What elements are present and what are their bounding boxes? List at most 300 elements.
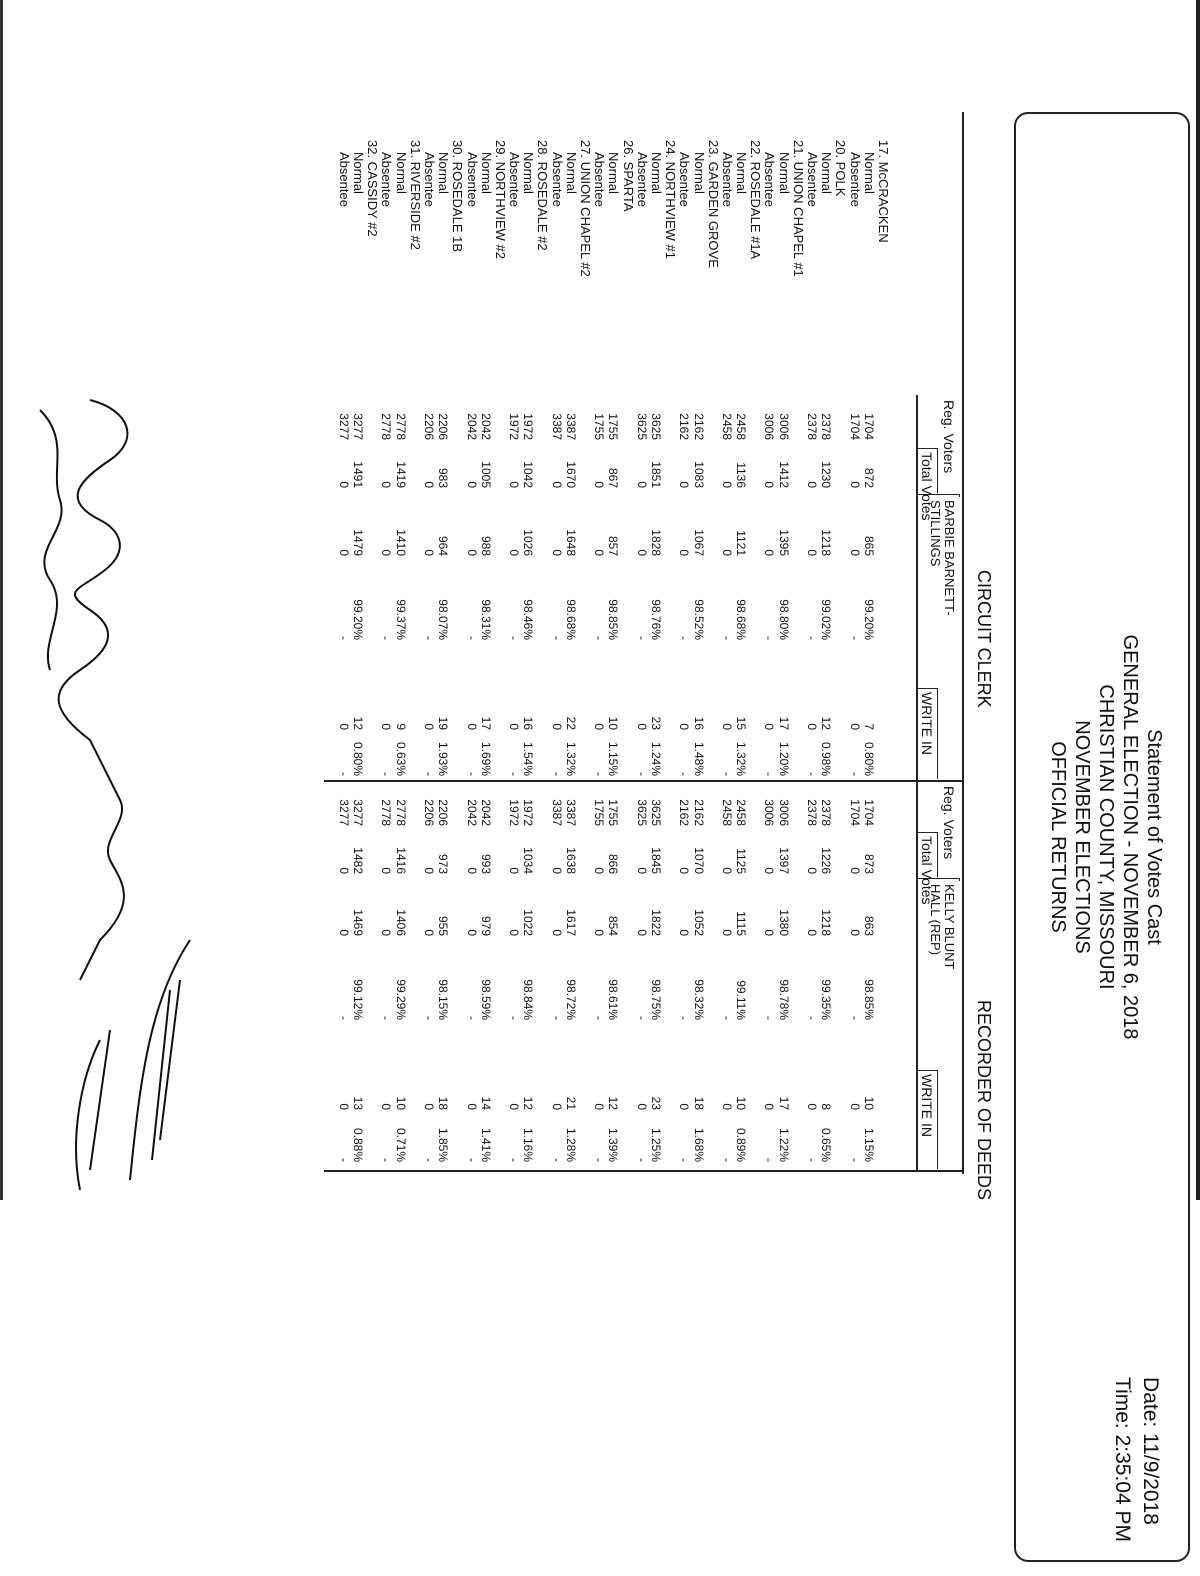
table-cell <box>365 960 379 1020</box>
table-cell: 2042 <box>464 413 479 440</box>
vote-type-label: Normal <box>606 152 622 194</box>
table-cell: 99.35% <box>819 979 834 1020</box>
table-cell: - <box>422 636 436 640</box>
table-cell: 16 <box>691 716 706 730</box>
table-cell: 0 <box>507 867 522 874</box>
report-header-box <box>1014 112 1190 1562</box>
table-cell <box>663 876 677 936</box>
table-cell: 98.07% <box>436 599 451 640</box>
table-cell: - <box>847 636 862 640</box>
table-cell <box>706 1102 720 1162</box>
table-cell <box>748 814 762 874</box>
table-cell <box>578 496 592 556</box>
table-cell: 1412 <box>776 461 791 488</box>
table-cell: 0.71% <box>393 1127 408 1162</box>
table-cell: 866 <box>606 853 621 874</box>
table-cell <box>450 428 464 488</box>
table-cell <box>408 814 422 874</box>
circuit-clerk-title: CIRCUIT CLERK <box>974 570 994 708</box>
table-cell <box>876 1050 890 1110</box>
table-cell: 0 <box>592 867 607 874</box>
table-cell: 0 <box>719 723 734 730</box>
table-cell: 1.15% <box>861 1127 876 1162</box>
table-cell <box>663 1102 677 1162</box>
table-cell: 0 <box>507 723 522 730</box>
table-cell <box>450 1102 464 1162</box>
table-cell <box>748 876 762 936</box>
table-cell: 1.48% <box>691 741 706 776</box>
table-cell: 0.98% <box>819 741 834 776</box>
table-cell: 2206 <box>422 799 436 826</box>
table-cell: 3625 <box>634 413 649 440</box>
table-cell: 1.85% <box>436 1127 451 1162</box>
table-cell <box>535 960 549 1020</box>
vote-type-label: Absentee <box>762 152 778 207</box>
table-cell: 873 <box>861 853 876 874</box>
table-cell <box>876 876 890 936</box>
table-cell: 3006 <box>776 799 791 826</box>
table-cell: 955 <box>436 915 451 936</box>
table-cell <box>876 1102 890 1162</box>
header-write-in-recorder: WRITE IN <box>919 1074 935 1137</box>
table-cell: 1.16% <box>521 1127 536 1162</box>
table-cell: 0 <box>549 929 564 936</box>
table-cell: 2778 <box>379 799 394 826</box>
table-cell: 18 <box>436 1096 451 1110</box>
table-cell: 0 <box>847 867 862 874</box>
table-cell: 98.85% <box>861 979 876 1020</box>
table-cell <box>365 1050 379 1110</box>
table-cell: 867 <box>606 467 621 488</box>
table-cell: 1.69% <box>478 741 493 776</box>
table-cell <box>578 428 592 488</box>
precinct-name: 21. UNION CHAPEL #1 <box>790 140 806 277</box>
table-cell: - <box>719 636 734 640</box>
table-cell: - <box>549 1016 564 1020</box>
table-cell: 8 <box>819 1103 834 1110</box>
table-cell: 3625 <box>649 799 663 826</box>
table-cell <box>408 876 422 936</box>
table-cell: 1067 <box>691 529 706 556</box>
table-cell: 0 <box>847 929 862 936</box>
table-cell: 3006 <box>776 413 791 440</box>
table-cell: 0 <box>634 481 649 488</box>
table-cell: 0 <box>549 1103 564 1110</box>
table-cell: 1972 <box>521 799 536 826</box>
table-cell: 2206 <box>422 413 436 440</box>
table-cell: 973 <box>436 853 451 874</box>
table-cell: - <box>762 636 777 640</box>
table-cell <box>408 428 422 488</box>
vote-type-label: Absentee <box>549 152 565 207</box>
table-cell <box>833 580 847 640</box>
table-cell: 98.61% <box>606 979 621 1020</box>
table-cell: 98.32% <box>691 979 706 1020</box>
table-cell: 1648 <box>563 529 578 556</box>
table-cell <box>493 960 507 1020</box>
table-cell: 22 <box>563 716 578 730</box>
table-cell <box>791 960 805 1020</box>
table-cell <box>408 1050 422 1110</box>
table-cell: 0 <box>379 723 394 730</box>
table-cell: 0 <box>422 723 436 730</box>
table-cell: 0 <box>634 867 649 874</box>
table-cell: 15 <box>734 716 749 730</box>
table-cell <box>706 496 720 556</box>
table-cell: 2458 <box>719 413 734 440</box>
table-cell: 12 <box>351 716 366 730</box>
table-cell <box>408 960 422 1020</box>
table-cell: 0.88% <box>351 1127 366 1162</box>
table-cell: 1.32% <box>734 741 749 776</box>
table-cell: - <box>507 1158 522 1162</box>
table-cell: - <box>847 1158 862 1162</box>
table-cell <box>535 1050 549 1110</box>
table-cell: 0 <box>379 481 394 488</box>
precinct-name: 17. McCRACKEN <box>876 140 891 243</box>
table-cell: 2458 <box>734 413 749 440</box>
table-cell: 0 <box>762 867 777 874</box>
table-cell: - <box>336 1158 351 1162</box>
precinct-name: 29. NORTHVIEW #2 <box>492 140 508 259</box>
table-cell <box>535 580 549 640</box>
table-cell: - <box>805 1158 820 1162</box>
table-cell <box>365 876 379 936</box>
table-cell: 2378 <box>805 413 820 440</box>
table-cell: 2162 <box>677 413 692 440</box>
table-cell: 0 <box>507 481 522 488</box>
table-cell: 0 <box>805 723 820 730</box>
table-cell: 0 <box>464 929 479 936</box>
vote-type-label: Absentee <box>634 152 650 207</box>
table-cell <box>535 428 549 488</box>
table-cell: - <box>677 1016 692 1020</box>
table-cell <box>578 814 592 874</box>
table-cell <box>365 1102 379 1162</box>
table-cell: 0 <box>336 723 351 730</box>
title-line: OFFICIAL RETURNS <box>1047 741 1069 933</box>
table-cell: 1226 <box>819 847 834 874</box>
table-cell: 0 <box>336 929 351 936</box>
table-cell: - <box>805 636 820 640</box>
table-cell <box>408 1102 422 1162</box>
table-cell: 0 <box>805 549 820 556</box>
table-cell: 17 <box>776 716 791 730</box>
table-cell: - <box>634 1158 649 1162</box>
table-cell: 2162 <box>691 799 706 826</box>
table-cell: - <box>464 1158 479 1162</box>
title-line: NOVEMBER ELECTIONS <box>1071 720 1093 954</box>
table-cell <box>620 580 634 640</box>
table-cell: - <box>464 772 479 776</box>
table-cell: 3387 <box>549 413 564 440</box>
table-cell: 0 <box>677 481 692 488</box>
table-cell <box>706 428 720 488</box>
table-cell: 1704 <box>861 799 876 826</box>
table-cell <box>748 1050 762 1110</box>
table-cell <box>876 580 890 640</box>
table-cell: 17 <box>478 716 493 730</box>
circuit-candidate-pct-column <box>337 580 890 640</box>
vote-type-label: Normal <box>351 152 367 194</box>
table-cell <box>748 428 762 488</box>
table-cell: 99.29% <box>393 979 408 1020</box>
table-cell: 0 <box>507 929 522 936</box>
table-cell: 0 <box>847 1103 862 1110</box>
vote-type-label: Absentee <box>422 152 437 207</box>
table-cell: - <box>379 772 394 776</box>
table-cell: 1.39% <box>606 1127 621 1162</box>
table-cell: - <box>507 772 522 776</box>
table-cell: 0 <box>592 723 607 730</box>
table-cell <box>663 960 677 1020</box>
table-cell: 865 <box>861 535 876 556</box>
header-write-in-circuit: WRITE IN <box>919 692 935 755</box>
table-cell: 98.15% <box>436 979 451 1020</box>
table-cell: 98.59% <box>478 979 493 1020</box>
table-cell: 0 <box>336 867 351 874</box>
table-cell <box>833 960 847 1020</box>
table-cell <box>620 814 634 874</box>
table-cell: 10 <box>606 716 621 730</box>
table-cell <box>493 428 507 488</box>
table-cell: 1.32% <box>563 741 578 776</box>
table-cell: 1851 <box>649 461 663 488</box>
table-cell: 0 <box>847 549 862 556</box>
table-cell: 0 <box>422 549 436 556</box>
table-cell: - <box>336 772 351 776</box>
precinct-name: 31. RIVERSIDE #2 <box>407 140 423 250</box>
table-cell: - <box>719 1158 734 1162</box>
table-cell: 98.85% <box>606 599 621 640</box>
table-cell: 1042 <box>521 461 536 488</box>
table-cell: 0 <box>549 549 564 556</box>
precinct-name: 27. UNION CHAPEL #2 <box>578 140 594 277</box>
table-cell <box>535 814 549 874</box>
table-cell: 3387 <box>563 799 578 826</box>
table-cell <box>876 496 890 556</box>
table-cell: 99.02% <box>819 599 834 640</box>
header-reg-voters: Reg. Voters <box>941 786 957 860</box>
table-cell: - <box>677 636 692 640</box>
table-cell: 0 <box>592 481 607 488</box>
table-cell <box>791 1102 805 1162</box>
table-cell: 3006 <box>762 413 777 440</box>
table-cell: 0 <box>719 1103 734 1110</box>
table-cell: 0 <box>379 549 394 556</box>
table-cell <box>663 580 677 640</box>
table-cell <box>365 496 379 556</box>
table-cell <box>791 580 805 640</box>
table-cell: 854 <box>606 915 621 936</box>
table-cell: 10 <box>734 1096 749 1110</box>
table-cell: 1026 <box>521 529 536 556</box>
table-cell: 2206 <box>436 413 451 440</box>
table-cell: 17 <box>776 1096 791 1110</box>
table-cell: 0 <box>762 549 777 556</box>
table-cell <box>791 428 805 488</box>
table-cell: 0 <box>762 481 777 488</box>
precinct-name: 32. CASSIDY #2 <box>365 140 381 237</box>
recorder-of-deeds-title: RECORDER OF DEEDS <box>974 1000 994 1201</box>
header-box-line <box>917 494 960 497</box>
vote-type-label: Absentee <box>805 152 821 207</box>
table-cell: 1230 <box>819 461 834 488</box>
table-cell <box>833 876 847 936</box>
table-cell: - <box>762 1016 777 1020</box>
precinct-name: 23. GARDEN GROVE <box>705 140 721 268</box>
precinct-name: 22. ROSEDALE #1A <box>748 140 764 260</box>
table-cell: 1469 <box>351 909 366 936</box>
table-cell: 2378 <box>805 799 820 826</box>
vote-type-label: Absentee <box>847 152 863 207</box>
table-cell <box>706 580 720 640</box>
table-cell: - <box>592 1158 607 1162</box>
table-cell: - <box>847 1016 862 1020</box>
table-cell: 19 <box>436 716 451 730</box>
table-cell: 0.89% <box>734 1127 749 1162</box>
table-cell: 863 <box>861 915 876 936</box>
recorder-total-votes-column <box>337 814 890 874</box>
table-cell: 0 <box>422 481 436 488</box>
table-cell: 0 <box>422 1103 436 1110</box>
table-cell <box>620 876 634 936</box>
table-cell: 1397 <box>776 847 791 874</box>
table-cell: 0 <box>464 481 479 488</box>
circuit-total-votes-column <box>337 428 890 488</box>
table-cell: 12 <box>819 716 834 730</box>
vote-type-label: Absentee <box>464 152 480 207</box>
vote-type-label: Absentee <box>507 152 523 207</box>
table-cell: 0 <box>507 1103 522 1110</box>
table-cell: - <box>592 1016 607 1020</box>
table-cell: 0 <box>805 1103 820 1110</box>
table-cell <box>493 580 507 640</box>
table-cell <box>833 814 847 874</box>
precinct-name: 26. SPARTA <box>620 140 636 212</box>
table-cell: 1.15% <box>606 741 621 776</box>
table-cell: - <box>592 636 607 640</box>
table-cell: 0 <box>549 481 564 488</box>
table-cell: 1972 <box>521 413 536 440</box>
vote-type-label: Normal <box>819 152 835 194</box>
table-cell: 1419 <box>393 461 408 488</box>
vote-type-label: Normal <box>393 152 409 194</box>
table-cell <box>706 814 720 874</box>
table-cell <box>663 1050 677 1110</box>
table-cell: 98.78% <box>776 979 791 1020</box>
table-cell: 2458 <box>734 799 749 826</box>
precinct-name: 30. ROSEDALE 1B <box>450 140 466 252</box>
table-cell: 1406 <box>393 909 408 936</box>
title-line: CHRISTIAN COUNTY, MISSOURI <box>1095 684 1117 990</box>
table-cell: 9 <box>393 723 408 730</box>
table-cell: 1704 <box>847 799 862 826</box>
table-cell: - <box>847 772 862 776</box>
table-cell <box>620 496 634 556</box>
table-cell: 2206 <box>436 799 451 826</box>
table-cell: - <box>507 636 522 640</box>
vote-type-label: Normal <box>478 152 494 194</box>
table-cell <box>365 580 379 640</box>
table-cell: 2378 <box>819 413 834 440</box>
table-cell: - <box>592 772 607 776</box>
precinct-name: 20. POLK <box>833 140 849 197</box>
table-cell: 3006 <box>762 799 777 826</box>
header-bottom-rule <box>917 395 919 1170</box>
table-cell <box>620 428 634 488</box>
table-cell: - <box>762 772 777 776</box>
table-cell: 1070 <box>691 847 706 874</box>
table-cell: - <box>549 636 564 640</box>
table-cell: 1638 <box>563 847 578 874</box>
table-cell: 1755 <box>606 413 621 440</box>
table-cell <box>833 496 847 556</box>
table-cell: 1395 <box>776 529 791 556</box>
table-cell: - <box>422 1158 436 1162</box>
table-cell: 98.76% <box>649 599 663 640</box>
table-cell: 3625 <box>649 413 663 440</box>
table-cell: 98.52% <box>691 599 706 640</box>
table-cell: 979 <box>478 915 493 936</box>
table-cell: 1380 <box>776 909 791 936</box>
table-cell: 18 <box>691 1096 706 1110</box>
table-cell: 3387 <box>549 799 564 826</box>
table-cell: 0 <box>805 929 820 936</box>
table-cell: 0 <box>379 867 394 874</box>
table-cell: 98.75% <box>649 979 663 1020</box>
table-cell: 0 <box>592 1103 607 1110</box>
table-cell <box>748 1102 762 1162</box>
vote-type-label: Normal <box>734 152 750 194</box>
table-cell <box>706 876 720 936</box>
table-cell: 0 <box>677 1103 692 1110</box>
table-cell: 0 <box>379 929 394 936</box>
table-cell: 0 <box>592 929 607 936</box>
recorder-write-in-pct-column <box>337 1102 890 1162</box>
table-cell: 872 <box>861 467 876 488</box>
table-cell: 0 <box>422 867 436 874</box>
table-cell: 1822 <box>649 909 663 936</box>
table-cell: 98.80% <box>776 599 791 640</box>
table-cell: 2778 <box>393 799 408 826</box>
table-cell <box>663 428 677 488</box>
table-cell: - <box>507 1016 522 1020</box>
recorder-candidate-votes-column <box>337 876 890 936</box>
table-cell <box>748 960 762 1020</box>
table-cell: 0 <box>464 549 479 556</box>
table-cell: 98.84% <box>521 979 536 1020</box>
table-cell: 0.80% <box>351 741 366 776</box>
table-cell: 98.31% <box>478 599 493 640</box>
table-cell: 0 <box>805 481 820 488</box>
table-cell: 993 <box>478 853 493 874</box>
table-cell: 98.72% <box>563 979 578 1020</box>
table-cell: 23 <box>649 1096 663 1110</box>
table-cell <box>578 876 592 936</box>
table-cell: - <box>634 772 649 776</box>
table-cell: 2778 <box>393 413 408 440</box>
table-cell: 1972 <box>507 799 522 826</box>
table-cell: 0 <box>719 929 734 936</box>
table-cell: 1136 <box>734 462 749 488</box>
table-cell: 0 <box>762 929 777 936</box>
table-cell: 98.68% <box>734 599 749 640</box>
table-cell: 0 <box>719 549 734 556</box>
table-cell <box>493 1050 507 1110</box>
table-cell: 0 <box>336 549 351 556</box>
table-cell: - <box>805 1016 820 1020</box>
